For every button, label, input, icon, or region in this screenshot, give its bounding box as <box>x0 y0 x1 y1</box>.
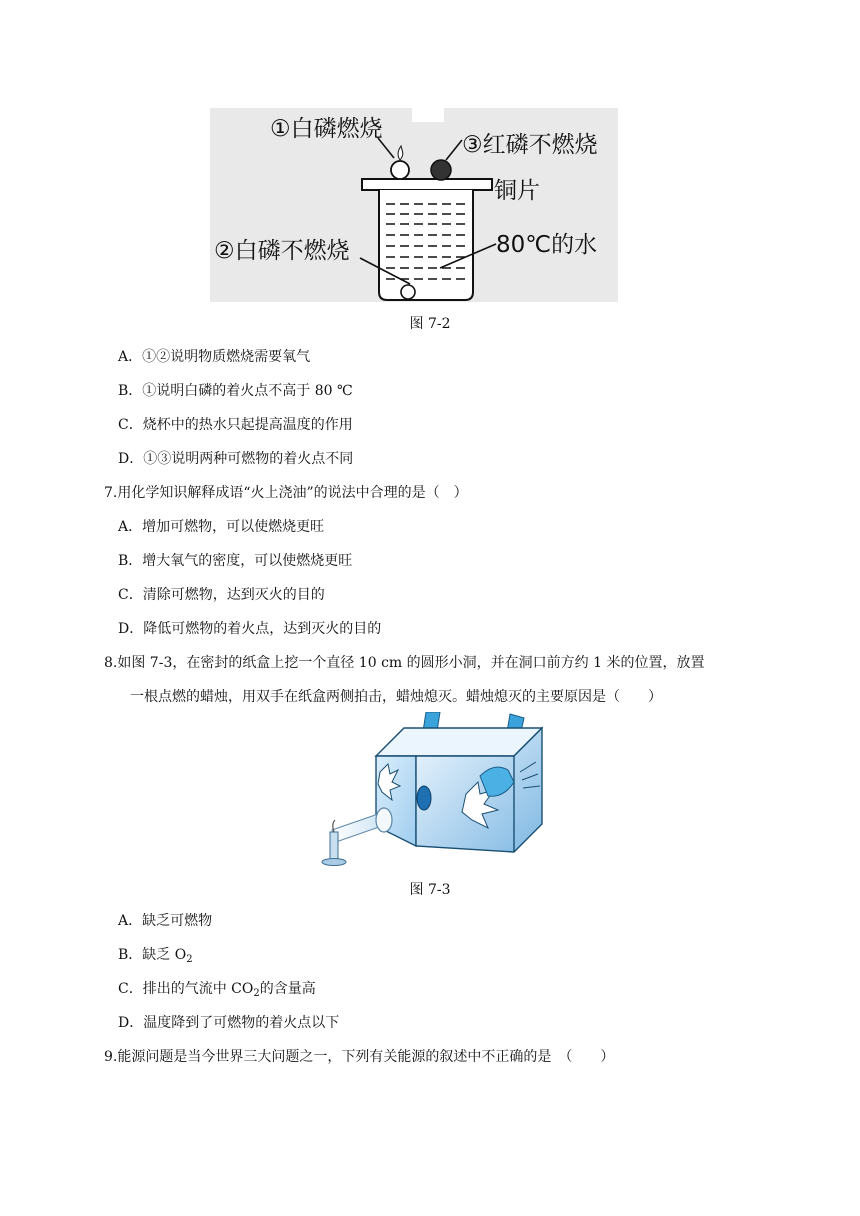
q7-option-a: A．增加可燃物，可以使燃烧更旺 <box>118 519 325 535</box>
label-white-phosphorus-water: ②白磷不燃烧 <box>214 238 350 264</box>
box-candle-illustration <box>318 712 543 869</box>
q6-option-a: A．①②说明物质燃烧需要氧气 <box>118 349 311 365</box>
label-white-phosphorus-burning: ①白磷燃烧 <box>270 116 383 142</box>
flame <box>398 146 403 160</box>
q7-stem: 7.用化学知识解释成语“火上浇油”的说法中合理的是（ ） <box>104 485 468 501</box>
caption-figure-7-2: 图 7-2 <box>409 316 451 332</box>
q9-stem: 9.能源问题是当今世界三大问题之一，下列有关能源的叙述中不正确的是 （ ） <box>104 1049 615 1065</box>
q7-option-c: C．清除可燃物，达到灭火的目的 <box>118 587 325 603</box>
q6-option-b: B．①说明白磷的着火点不高于 80 ℃ <box>118 383 353 399</box>
label-copper: 铜片 <box>494 178 540 204</box>
q7-option-b: B．增大氧气的密度，可以使燃烧更旺 <box>118 553 353 569</box>
beaker <box>379 190 473 300</box>
copper-plate <box>362 179 492 190</box>
q8-option-a: A．缺乏可燃物 <box>118 913 213 929</box>
q7-option-d: D．降低可燃物的着火点，达到灭火的目的 <box>118 621 382 637</box>
q8-stem-line1: 8.如图 7-3，在密封的纸盒上挖一个直径 10 cm 的圆形小洞，并在洞口前方约 1 米的位置，放置 <box>104 655 705 671</box>
q8-option-c: C．排出的气流中 $CO_2$的含量高 <box>118 981 316 999</box>
white-phosphorus-bottom <box>401 285 415 299</box>
caption-figure-7-3: 图 7-3 <box>409 882 451 898</box>
red-phosphorus <box>431 160 451 180</box>
q8-option-b: B．缺乏 $O_2$ <box>118 947 193 965</box>
q6-option-d: D．①③说明两种可燃物的着火点不同 <box>118 451 354 467</box>
q8-option-d: D．温度降到了可燃物的着火点以下 <box>118 1015 340 1031</box>
figure-7-2 <box>210 108 618 302</box>
q6-option-c: C．烧杯中的热水只起提高温度的作用 <box>118 417 353 433</box>
q8-stem-line2: 一根点燃的蜡烛，用双手在纸盒两侧拍击，蜡烛熄灭。蜡烛熄灭的主要原因是（ ） <box>130 689 662 705</box>
label-hot-water: 80℃的水 <box>496 232 598 258</box>
label-red-phosphorus: ③红磷不燃烧 <box>462 132 598 158</box>
figure-7-3 <box>318 712 543 869</box>
white-phosphorus-top <box>391 161 409 179</box>
